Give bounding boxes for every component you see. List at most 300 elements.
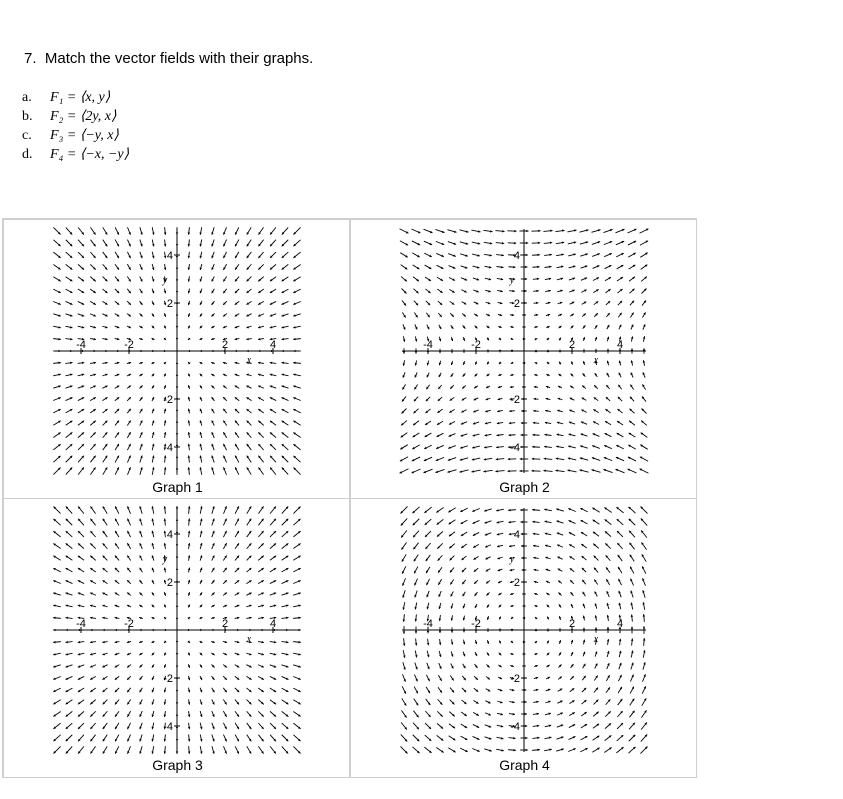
field-arrow [53,723,60,729]
field-arrow [140,688,143,693]
field-arrow [581,277,587,280]
field-arrow [604,253,612,257]
field-arrow [140,699,143,704]
field-arrow [53,362,61,364]
field-arrow [247,543,252,548]
field-arrow [532,434,539,436]
field-arrow [607,349,609,354]
field-arrow [270,289,276,293]
field-arrow [569,700,574,703]
field-arrow [533,725,540,727]
field-arrow [53,519,60,525]
field-arrow [212,519,215,526]
field-arrow [556,241,564,243]
field-arrow [450,556,455,561]
field-arrow [164,420,166,425]
field-arrow [188,362,190,364]
field-arrow [583,616,585,621]
field-arrow [474,568,478,572]
field-arrow [270,688,276,692]
field-arrow [78,374,84,376]
field-arrow [499,617,501,620]
field-arrow [571,640,573,644]
field-arrow [496,446,504,448]
field-arrow [414,699,419,706]
field-arrow [235,519,239,526]
field-arrow [424,747,431,753]
field-arrow [247,289,252,293]
field-arrow [547,641,549,644]
field-arrow [90,338,96,340]
option-field: F₁ = ⟨x, y⟩ [50,90,111,105]
field-arrow [450,385,454,389]
field-arrow [212,711,215,717]
field-arrow [212,688,215,693]
field-arrow [282,264,289,269]
field-arrow [164,289,166,294]
field-arrow [401,734,407,741]
field-arrow [556,457,564,459]
field-arrow [594,700,599,705]
field-arrow [459,230,468,233]
field-arrow [293,746,300,753]
field-arrow [485,557,490,560]
field-arrow [412,469,421,473]
field-arrow [641,710,646,717]
field-arrow [629,277,635,281]
field-arrow [200,746,202,754]
field-arrow [188,252,190,259]
field-arrow [282,506,288,513]
field-arrow [437,421,443,425]
field-arrow [102,326,107,328]
field-arrow [534,386,538,388]
field-arrow [152,653,155,656]
field-arrow [546,386,550,388]
field-arrow [270,467,276,474]
field-arrow [473,422,479,425]
field-arrow [139,506,142,514]
field-arrow [629,409,634,414]
field-arrow [594,688,598,693]
field-arrow [642,578,645,586]
field-arrow [270,556,276,561]
field-arrow [212,409,215,414]
graph-3-cell [3,498,350,778]
field-arrow [558,569,563,572]
field-arrow [293,688,300,692]
field-arrow [630,602,632,609]
field-arrow [534,665,538,667]
field-arrow [557,713,563,716]
field-arrow [78,506,84,513]
field-arrow [475,664,478,668]
field-arrow [164,746,166,754]
field-arrow [176,652,178,655]
y-tick-label: -4 [510,721,520,733]
field-arrow [628,507,635,513]
field-arrow [66,467,72,474]
x-tick-label: -4 [423,339,433,351]
field-arrow [449,544,454,549]
field-arrow [581,532,587,536]
field-arrow [270,444,276,450]
field-arrow [546,302,551,304]
field-arrow [630,591,633,598]
field-arrow [176,362,178,365]
field-arrow [570,580,574,584]
field-arrow [90,543,95,548]
field-arrow [103,723,108,729]
field-arrow [247,227,251,234]
option-a [22,88,129,107]
field-arrow [473,434,480,437]
field-arrow [628,253,635,257]
field-arrow [293,735,300,741]
field-arrow [66,568,73,572]
field-arrow [557,434,564,436]
field-arrow [497,266,504,268]
field-arrow [293,350,301,352]
field-arrow [451,651,453,656]
field-arrow [223,456,226,463]
field-arrow [437,289,442,293]
field-arrow [270,314,276,317]
field-arrow [535,605,538,607]
field-arrow [508,749,516,751]
field-arrow [293,580,301,583]
field-arrow [211,456,214,463]
field-arrow [223,326,227,328]
field-arrow [235,350,240,352]
field-arrow [448,748,455,752]
field-arrow [127,555,130,560]
field-arrow [569,712,575,715]
field-arrow [400,469,409,474]
field-arrow [258,676,264,679]
field-arrow [90,605,96,607]
field-arrow [140,432,143,438]
field-arrow [449,289,454,292]
graph-3-plot [4,499,351,779]
field-arrow [486,581,490,584]
field-arrow [140,301,143,305]
field-arrow [270,592,276,595]
field-arrow [486,677,490,680]
field-arrow [127,444,130,450]
field-arrow [53,301,61,304]
field-arrow [510,640,512,642]
field-arrow [546,569,551,571]
field-arrow [258,444,263,450]
field-arrow [462,580,466,584]
field-arrow [223,555,226,560]
field-arrow [90,556,95,561]
field-arrow [78,735,84,742]
field-arrow [533,533,540,535]
field-arrow [568,508,576,511]
field-arrow [164,467,166,475]
field-arrow [188,746,190,754]
field-arrow [401,518,407,525]
field-arrow [103,556,108,561]
field-arrow [78,531,84,537]
field-arrow [569,422,575,425]
field-arrow [127,593,131,596]
field-arrow [176,592,178,596]
field-arrow [567,229,576,232]
graph-1-caption: Graph 1 [152,479,203,495]
field-arrow [66,543,73,548]
field-arrow [595,615,597,620]
field-arrow [400,746,407,753]
field-arrow [583,337,585,341]
field-arrow [400,506,407,513]
field-arrow [400,445,407,450]
field-arrow [282,314,289,317]
field-arrow [484,509,492,512]
field-arrow [603,229,612,233]
field-arrow [546,398,551,400]
field-arrow [594,568,598,573]
field-arrow [544,458,552,460]
field-arrow [570,398,575,400]
field-arrow [533,290,539,292]
field-arrow [461,410,466,413]
field-arrow [53,240,60,246]
field-arrow [235,688,239,692]
field-arrow [115,580,119,584]
field-arrow [448,254,456,257]
field-arrow [164,374,166,377]
field-arrow [258,264,263,269]
field-arrow [415,614,417,621]
field-arrow [533,422,539,424]
x-tick-label: -2 [124,618,134,630]
field-arrow [102,362,107,364]
field-arrow [90,593,96,596]
field-arrow [450,675,453,680]
field-arrow [66,531,73,537]
field-arrow [543,230,552,232]
field-arrow [607,373,609,377]
field-arrow [582,556,587,560]
field-arrow [439,373,441,377]
field-arrow [246,605,251,607]
field-arrow [103,432,108,437]
field-arrow [461,520,468,524]
field-arrow [223,374,227,376]
field-arrow [115,593,120,596]
field-arrow [401,277,407,282]
field-arrow [152,699,154,704]
field-arrow [498,689,503,691]
field-arrow [53,580,61,583]
field-arrow [200,326,203,329]
field-arrow [628,241,636,245]
field-arrow [435,469,444,473]
field-arrow [164,592,166,596]
field-arrow [151,518,153,525]
field-arrow [629,711,634,718]
field-arrow [437,543,442,548]
field-arrow [282,665,289,668]
field-arrow [281,326,288,328]
field-arrow [211,326,214,328]
field-arrow [188,568,190,573]
field-arrow [569,433,576,436]
field-arrow [258,467,263,474]
field-arrow [545,266,552,268]
field-arrow [53,338,61,340]
field-arrow [188,409,190,414]
field-arrow [223,723,226,729]
option-letter: d. [22,147,33,162]
field-arrow [508,509,516,511]
field-arrow [200,432,202,438]
field-arrow [604,747,611,752]
field-arrow [235,543,239,549]
field-arrow [152,301,154,305]
field-arrow [127,688,131,692]
field-arrow [580,508,587,512]
field-arrow [282,277,289,282]
field-arrow [246,629,251,631]
field-arrow [152,432,154,438]
y-tick-label: 2 [166,298,173,310]
field-arrow [281,641,288,643]
field-arrow [427,639,429,646]
field-arrow [607,361,609,365]
field-arrow [606,675,609,681]
field-arrow [559,616,561,620]
field-arrow [486,664,489,667]
field-arrow [270,252,276,258]
field-arrow [78,676,84,679]
field-arrow [642,396,646,401]
field-arrow [78,314,84,317]
field-arrow [152,227,154,235]
field-arrow [522,386,526,388]
field-arrow [270,568,276,572]
field-arrow [115,314,120,317]
field-arrow [139,735,142,742]
field-arrow [460,242,468,245]
field-arrow [164,629,167,631]
field-arrow [188,326,190,329]
field-arrow [115,543,119,549]
question-text: Match the vector fields with their graphs. [44,50,314,67]
field-arrow [176,432,178,438]
field-arrow [449,266,456,269]
field-arrow [176,604,178,607]
field-arrow [53,350,61,352]
field-arrow [258,314,264,317]
field-arrow [102,605,107,607]
field-arrow [66,665,73,668]
field-arrow [532,521,539,523]
field-arrow [571,592,574,596]
field-arrow [628,445,635,449]
field-arrow [152,252,154,258]
field-arrow [258,746,263,753]
field-arrow [200,313,202,316]
field-arrow [581,724,587,728]
field-arrow [102,629,107,631]
field-arrow [235,409,239,413]
field-arrow [223,397,227,401]
field-arrow [223,301,227,305]
field-arrow [403,614,405,622]
field-arrow [534,302,539,304]
field-arrow [53,397,61,400]
field-arrow [522,593,526,595]
field-arrow [235,605,240,607]
field-arrow [641,542,646,549]
y-tick-label: -4 [510,442,520,454]
field-arrow [594,385,598,389]
field-arrow [66,264,73,269]
field-arrow [605,265,612,268]
field-arrow [199,239,201,246]
field-arrow [235,386,240,389]
field-arrow [461,532,467,536]
field-arrow [66,723,73,729]
field-arrow [281,617,288,619]
field-arrow [451,591,454,596]
field-arrow [437,519,444,524]
field-arrow [475,374,478,377]
field-arrow [522,374,525,376]
field-arrow [400,457,408,462]
field-arrow [78,641,85,643]
field-arrow [270,374,276,376]
field-arrow [628,457,636,461]
field-arrow [451,349,453,353]
field-arrow [425,409,430,413]
field-arrow [78,444,84,450]
field-arrow [115,605,120,607]
field-arrow [258,688,264,692]
option-letter: c. [22,128,32,143]
field-arrow [438,397,442,401]
field-arrow [604,507,611,512]
field-arrow [581,712,587,716]
field-arrow [235,264,239,270]
field-arrow [235,289,239,293]
field-arrow [188,350,191,352]
field-arrow [140,409,143,414]
field-arrow [619,361,621,366]
field-arrow [471,230,480,233]
field-arrow [270,580,276,583]
field-arrow [496,458,504,460]
field-arrow [235,240,239,247]
field-arrow [415,324,417,329]
field-arrow [235,338,240,340]
field-arrow [484,446,492,448]
field-arrow [427,373,429,378]
field-arrow [486,314,490,316]
field-arrow [139,374,142,376]
field-arrow [485,713,491,716]
field-arrow [282,700,289,705]
field-arrow [66,409,73,413]
field-arrow [499,641,501,644]
field-arrow [90,301,96,304]
y-axis-label: y [509,554,515,565]
field-arrow [152,555,154,560]
